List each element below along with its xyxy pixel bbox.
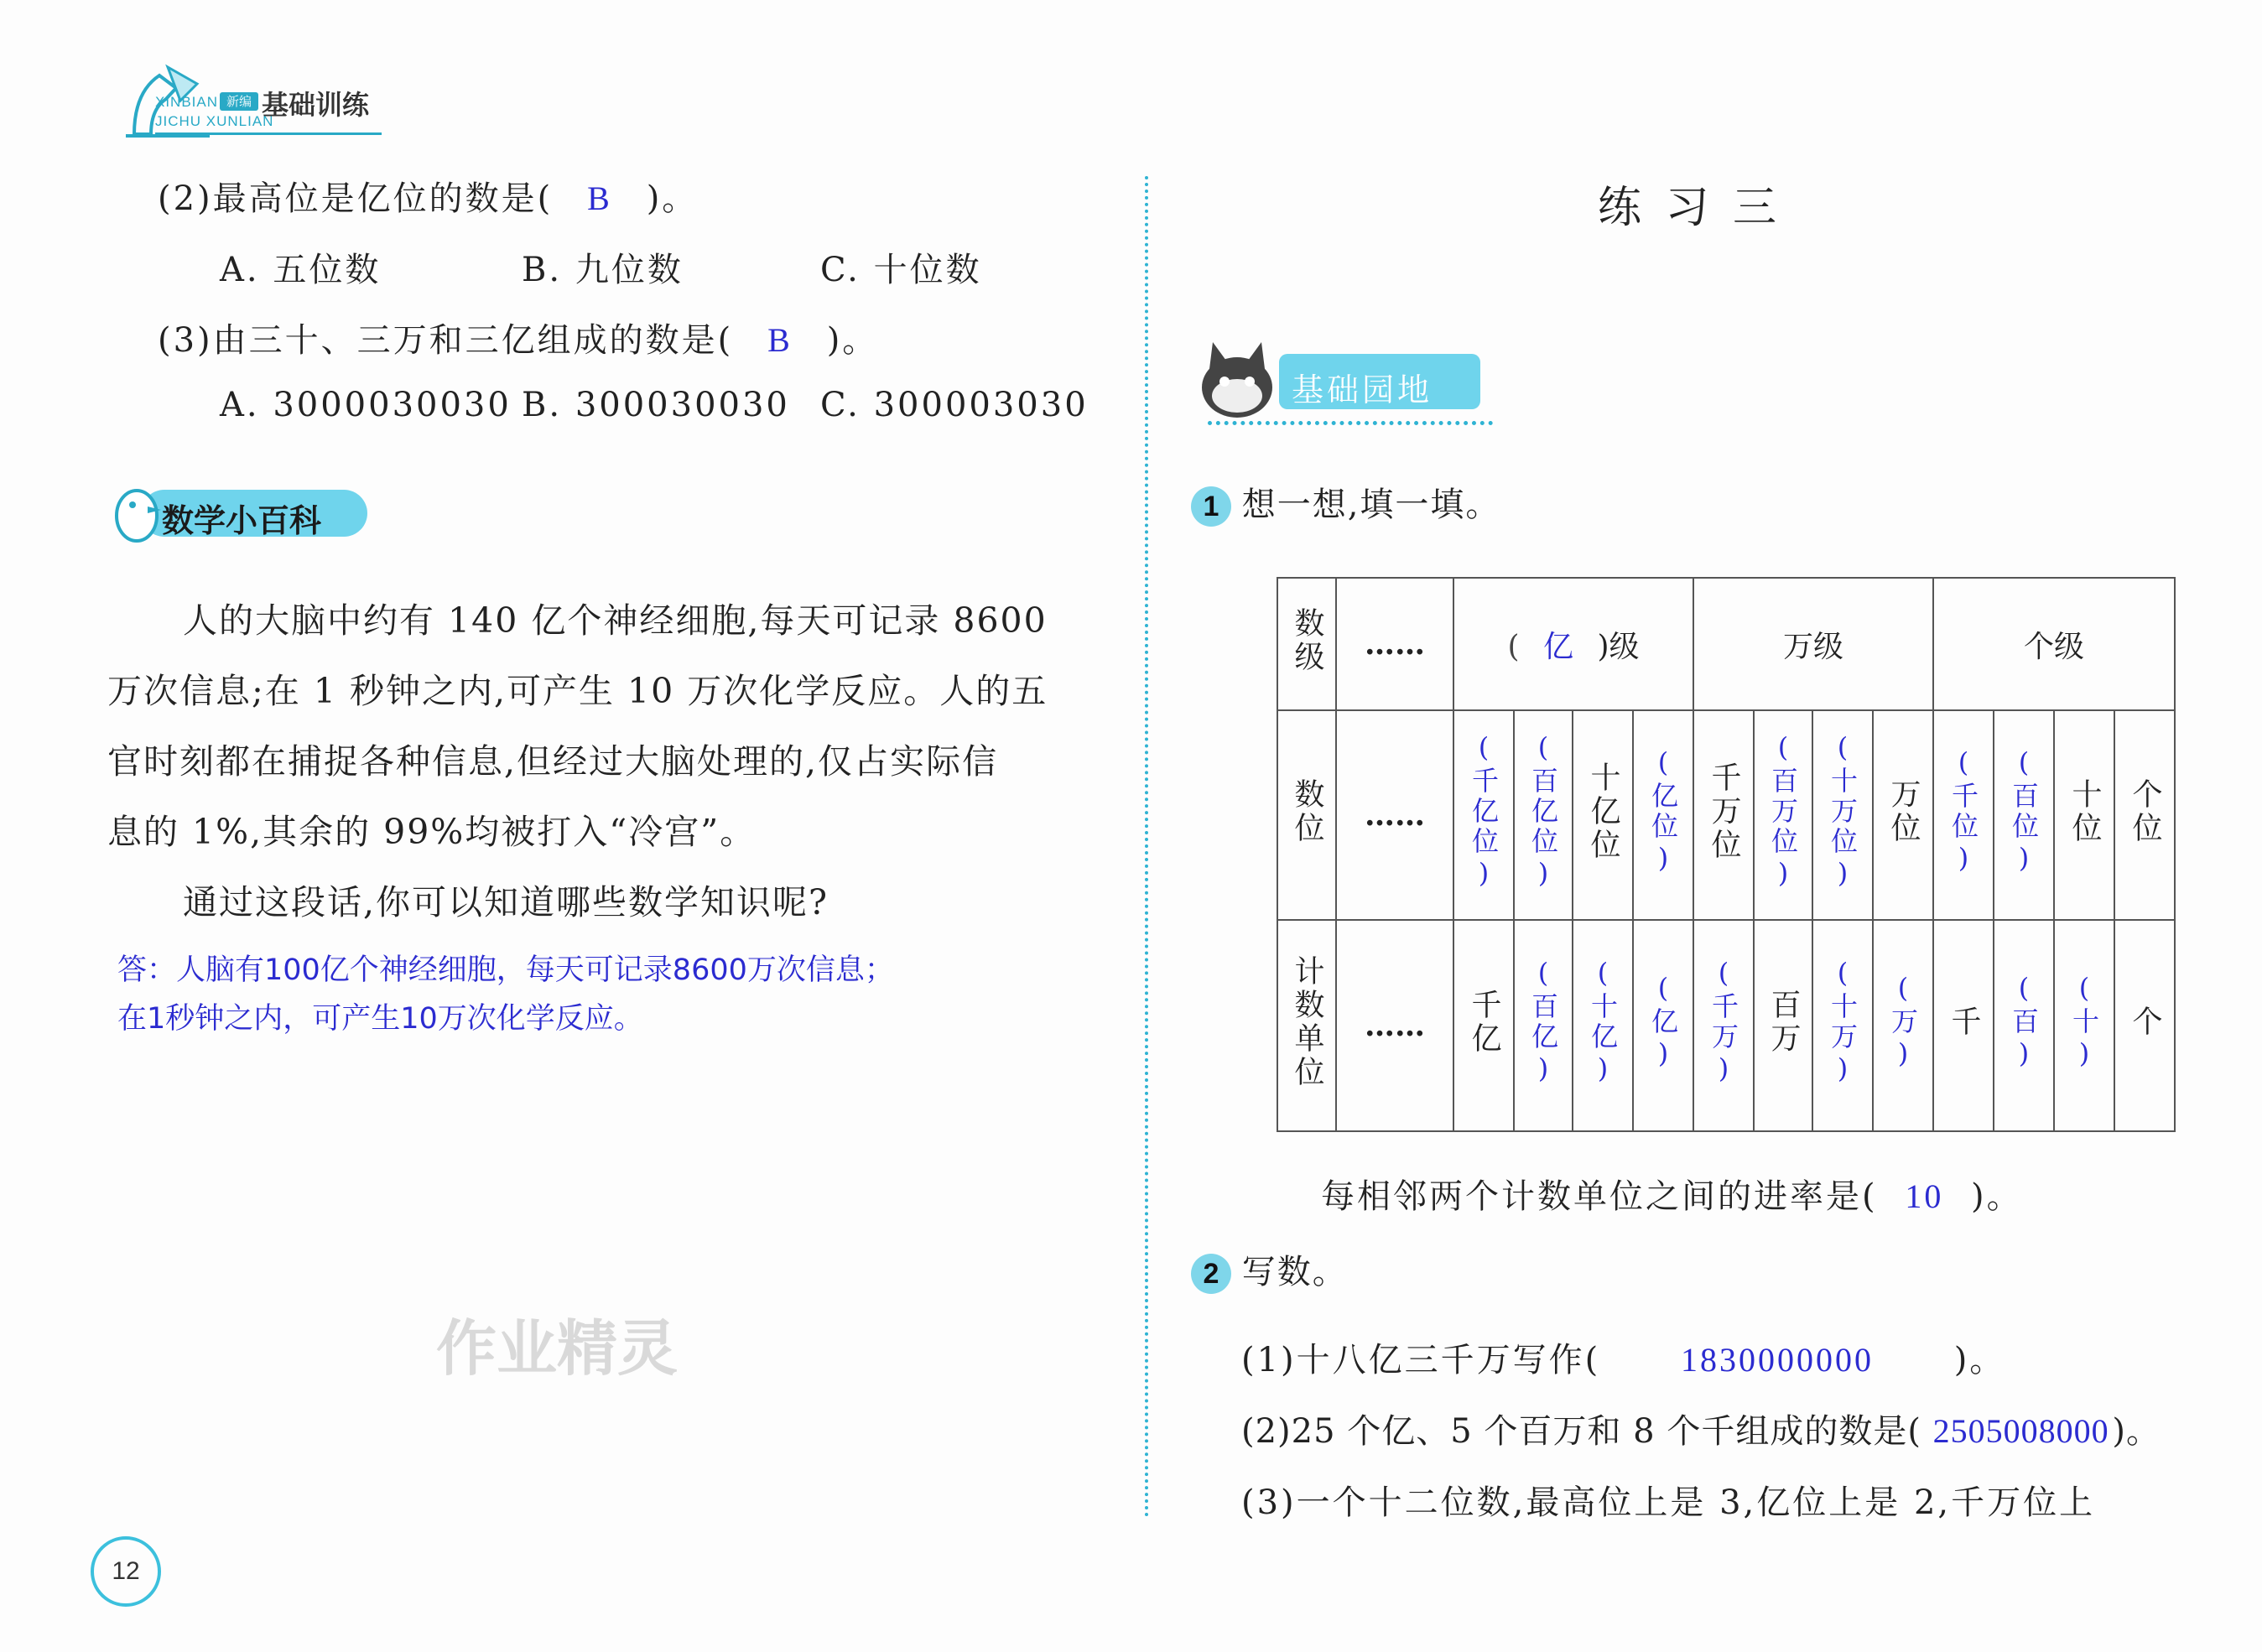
unit-cell	[1453, 920, 1514, 1131]
ellipsis-cell: ……	[1336, 920, 1453, 1131]
q3-option-b: B. 300030030	[522, 386, 790, 424]
unit-text: 千亿	[1467, 988, 1501, 1056]
pinyin-bottom: JICHU XUNLIAN	[155, 113, 274, 129]
row-label-unit: 计数单位	[1277, 920, 1336, 1131]
rate-question	[1321, 1170, 2023, 1218]
unit-cell[interactable]	[2054, 920, 2114, 1131]
q3-answer[interactable]: B	[767, 321, 793, 359]
unit-text: 个	[2128, 1005, 2162, 1039]
digit-cell[interactable]	[1514, 710, 1573, 920]
task-2-number: 2	[1191, 1254, 1231, 1294]
digit-text: (十万位)	[1827, 730, 1859, 892]
unit-text: (百亿)	[1527, 956, 1559, 1088]
w1-close: )。	[1953, 1341, 2006, 1379]
unit-cell[interactable]	[1994, 920, 2054, 1131]
level-yi: ( 亿 )级	[1453, 578, 1693, 710]
unit-cell[interactable]	[1693, 920, 1754, 1131]
unit-cell[interactable]	[1573, 920, 1633, 1131]
digit-text: (亿位)	[1647, 745, 1679, 877]
foundation-title: 基础园地	[1292, 371, 1433, 408]
page-number: 12	[91, 1536, 161, 1607]
task-1-number: 1	[1191, 486, 1231, 527]
w2-close: )。	[2112, 1412, 2161, 1451]
digit-text: (百位)	[2008, 745, 2040, 877]
unit-cell	[1754, 920, 1812, 1131]
header-underline	[155, 132, 382, 135]
digit-cell[interactable]	[1633, 710, 1693, 920]
q2-text: (2)最高位是亿位的数是(	[158, 179, 554, 218]
digit-text: (千亿位)	[1468, 730, 1500, 892]
w1-text: (1)十八亿三千万写作(	[1241, 1341, 1601, 1379]
digit-cell[interactable]	[1812, 710, 1873, 920]
digit-cell[interactable]	[1994, 710, 2054, 920]
pinyin-top: XINBIAN	[155, 94, 219, 110]
place-value-table	[1277, 577, 2176, 1132]
row-label-digit: 数位	[1277, 710, 1336, 920]
rate-text: 每相邻两个计数单位之间的进率是(	[1321, 1177, 1878, 1216]
row-label-level: 数级	[1277, 578, 1336, 710]
header-tag: 新编	[220, 92, 258, 111]
penguin-icon	[107, 478, 166, 545]
question-2	[158, 172, 698, 220]
unit-text: (百)	[2008, 971, 2040, 1073]
digit-text: (百亿位)	[1527, 730, 1559, 892]
level-yi-answer[interactable]: 亿	[1542, 629, 1573, 663]
q3-close: )。	[826, 321, 879, 360]
q2-option-b: B. 九位数	[522, 251, 684, 289]
rate-answer[interactable]: 10	[1905, 1177, 1944, 1215]
task-1	[1191, 478, 1500, 527]
w2-answer[interactable]: 2505008000	[1932, 1412, 2109, 1450]
task-2	[1191, 1245, 1348, 1294]
q2-option-a: A. 五位数	[220, 251, 382, 289]
rate-close: )。	[1971, 1177, 2023, 1216]
digit-cell	[1573, 710, 1633, 920]
digit-cell[interactable]	[1754, 710, 1812, 920]
unit-text: (千万)	[1708, 956, 1739, 1088]
para-line-2: 万次信息;在 1 秒钟之内,可产生 10 万次化学反应。人的五	[107, 671, 1048, 711]
unit-cell	[1933, 920, 1994, 1131]
unit-text: 百万	[1766, 988, 1801, 1056]
ellipsis-cell: ……	[1336, 578, 1453, 710]
write-3: (3)一个十二位数,最高位上是 3,亿位上是 2,千万位上	[1241, 1483, 2096, 1522]
raccoon-icon	[1191, 335, 1283, 428]
ellipsis-cell: ……	[1336, 710, 1453, 920]
header-title: 基础训练	[262, 89, 370, 121]
para-question: 通过这段话,你可以知道哪些数学知识呢?	[183, 882, 829, 922]
section-title: 数学小百科	[162, 502, 322, 539]
write-2	[1241, 1405, 2161, 1452]
badge-dotted-line	[1208, 421, 1493, 425]
watermark: 作业精灵	[436, 1313, 679, 1384]
digit-cell	[1693, 710, 1754, 920]
write-1	[1241, 1333, 2005, 1381]
section-badge-math-encyclopedia	[107, 478, 376, 545]
digit-cell[interactable]	[1933, 710, 1994, 920]
unit-text: (万)	[1887, 971, 1919, 1073]
unit-text: 千	[1947, 1005, 1981, 1039]
digit-cell	[2054, 710, 2114, 920]
encyclopedia-paragraph	[107, 585, 1114, 938]
unit-cell[interactable]	[1812, 920, 1873, 1131]
q3-option-c: C. 300003030	[820, 386, 1089, 424]
q3-text: (3)由三十、三万和三亿组成的数是(	[158, 321, 734, 360]
para-line-4: 息的 1%,其余的 99%均被打入“冷宫”。	[107, 812, 757, 852]
page-divider	[1145, 176, 1148, 1518]
unit-text: (亿)	[1647, 971, 1679, 1073]
exercise-title: 练 习 三	[1598, 183, 1782, 233]
digit-text: 千万位	[1707, 761, 1741, 862]
level-yi-suffix: )级	[1597, 629, 1640, 664]
w2-text: (2)25 个亿、5 个百万和 8 个千组成的数是(	[1241, 1412, 1921, 1451]
header-logo	[117, 59, 386, 143]
level-wan: 万级	[1693, 578, 1933, 710]
unit-text: (十亿)	[1587, 956, 1619, 1088]
digit-cell	[1873, 710, 1933, 920]
digit-cell	[2114, 710, 2175, 920]
section-badge-foundation	[1191, 335, 1510, 436]
level-ge: 个级	[1933, 578, 2175, 710]
q3-option-a: A. 3000030030	[220, 386, 512, 424]
unit-cell[interactable]	[1873, 920, 1933, 1131]
unit-cell	[2114, 920, 2175, 1131]
para-line-3: 官时刻都在捕捉各种信息,但经过大脑处理的,仅占实际信	[107, 741, 999, 782]
w1-answer[interactable]: 1830000000	[1680, 1341, 1874, 1379]
digit-text: 个位	[2128, 777, 2162, 845]
digit-text: (百万位)	[1767, 730, 1799, 892]
unit-text: (十)	[2068, 971, 2100, 1073]
q2-option-c: C. 十位数	[820, 251, 982, 289]
answer-line-1: 答：人脑有100亿个神经细胞，每天可记录8600万次信息；	[117, 953, 894, 987]
task-1-label: 想一想,填一填。	[1241, 486, 1501, 524]
digit-text: 十位	[2067, 777, 2102, 845]
digit-text: 十亿位	[1586, 761, 1620, 862]
digit-text: 万位	[1886, 777, 1921, 845]
digit-text: (千位)	[1947, 745, 1979, 877]
task-2-label: 写数。	[1241, 1253, 1348, 1291]
q2-close: )。	[646, 179, 699, 218]
unit-cell[interactable]	[1633, 920, 1693, 1131]
question-3	[158, 314, 878, 361]
q2-answer[interactable]: B	[587, 179, 612, 217]
digit-cell[interactable]	[1453, 710, 1514, 920]
para-line-1: 人的大脑中约有 140 亿个神经细胞,每天可记录 8600	[183, 600, 1048, 641]
unit-text: (十万)	[1827, 956, 1859, 1088]
unit-cell[interactable]	[1514, 920, 1573, 1131]
answer-line-2: 在1秒钟之内，可产生10万次化学反应。	[117, 1002, 643, 1036]
answer-block[interactable]	[117, 946, 894, 1043]
